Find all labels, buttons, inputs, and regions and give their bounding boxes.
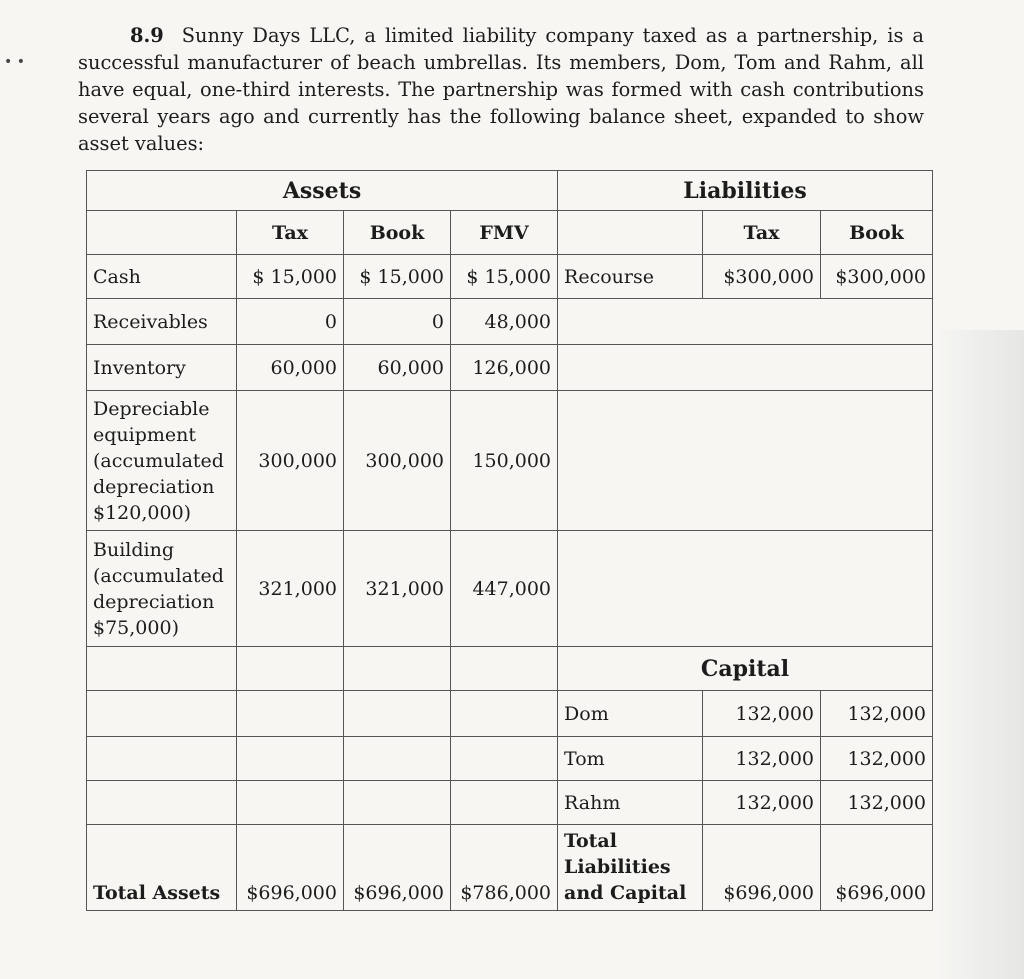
- table-row: [87, 781, 933, 825]
- asset-tax: 321,000: [237, 531, 344, 647]
- empty-cell: [344, 691, 451, 737]
- capital-tax: 132,000: [703, 691, 821, 737]
- table-row: [87, 299, 933, 345]
- table-row: [87, 531, 933, 647]
- liab-col-book: Book: [821, 211, 933, 255]
- column-header-row: [87, 211, 933, 255]
- empty-cell: [344, 647, 451, 691]
- asset-label: Receivables: [87, 299, 237, 345]
- empty-cell: [451, 691, 558, 737]
- table-row: [87, 737, 933, 781]
- asset-tax: 0: [237, 299, 344, 345]
- liability-tax: $300,000: [703, 255, 821, 299]
- table-row: [87, 255, 933, 299]
- total-assets-book: $696,000: [344, 825, 451, 911]
- asset-tax: 60,000: [237, 345, 344, 391]
- asset-col-tax: Tax: [237, 211, 344, 255]
- balance-sheet-table: [86, 170, 933, 911]
- liab-col-tax: Tax: [703, 211, 821, 255]
- empty-cell: [558, 391, 933, 531]
- capital-tax: 132,000: [703, 781, 821, 825]
- total-liab-capital-tax: $696,000: [703, 825, 821, 911]
- asset-fmv: 150,000: [451, 391, 558, 531]
- asset-label: Inventory: [87, 345, 237, 391]
- empty-cell: [237, 737, 344, 781]
- empty-cell: [237, 691, 344, 737]
- asset-tax: 300,000: [237, 391, 344, 531]
- capital-label: Tom: [558, 737, 703, 781]
- asset-book: 0: [344, 299, 451, 345]
- liability-label: Recourse: [558, 255, 703, 299]
- asset-label: Cash: [87, 255, 237, 299]
- empty-cell: [237, 647, 344, 691]
- header-row: [87, 171, 933, 211]
- assets-header: Assets: [87, 171, 558, 211]
- empty-cell: [87, 647, 237, 691]
- total-assets-fmv: $786,000: [451, 825, 558, 911]
- capital-book: 132,000: [821, 737, 933, 781]
- capital-header-row: [87, 647, 933, 691]
- asset-tax: $ 15,000: [237, 255, 344, 299]
- empty-cell: [344, 781, 451, 825]
- asset-col-book: Book: [344, 211, 451, 255]
- liabilities-header: Liabilities: [558, 171, 933, 211]
- empty-cell: [451, 737, 558, 781]
- liability-book: $300,000: [821, 255, 933, 299]
- empty-cell: [451, 647, 558, 691]
- problem-number: 8.9: [130, 24, 164, 47]
- empty-cell: [558, 299, 933, 345]
- empty-cell: [558, 345, 933, 391]
- asset-book: 300,000: [344, 391, 451, 531]
- total-assets-label: Total Assets: [87, 825, 237, 911]
- empty-cell: [558, 211, 703, 255]
- asset-book: 321,000: [344, 531, 451, 647]
- table-row: [87, 391, 933, 531]
- asset-book: 60,000: [344, 345, 451, 391]
- asset-col-fmv: FMV: [451, 211, 558, 255]
- margin-mark: • •: [4, 54, 25, 70]
- capital-label: Dom: [558, 691, 703, 737]
- table-row: [87, 691, 933, 737]
- page-shadow: [934, 330, 1024, 979]
- empty-cell: [451, 781, 558, 825]
- total-liab-capital-label: Total Liabilities and Capital: [558, 825, 703, 911]
- table-row: [87, 345, 933, 391]
- total-assets-tax: $696,000: [237, 825, 344, 911]
- asset-book: $ 15,000: [344, 255, 451, 299]
- asset-fmv: $ 15,000: [451, 255, 558, 299]
- asset-fmv: 48,000: [451, 299, 558, 345]
- capital-book: 132,000: [821, 781, 933, 825]
- capital-header: Capital: [558, 647, 933, 691]
- asset-label: Building (accumulated depreciation $75,000): [87, 531, 237, 647]
- empty-cell: [87, 737, 237, 781]
- capital-label: Rahm: [558, 781, 703, 825]
- problem-text: Sunny Days LLC, a limited liability company taxed as a partnership, is a successful manufacturer of beach umbrellas. Its members, Dom, Tom and Rahm, all have equal, one-third interests. The partnership was formed with cash contributions several years ago and currently has the following balance sheet, expanded to show asset values:: [78, 24, 924, 155]
- empty-cell: [558, 531, 933, 647]
- empty-cell: [237, 781, 344, 825]
- capital-tax: 132,000: [703, 737, 821, 781]
- empty-cell: [87, 211, 237, 255]
- total-liab-capital-book: $696,000: [821, 825, 933, 911]
- problem-statement: [78, 22, 924, 157]
- asset-fmv: 447,000: [451, 531, 558, 647]
- total-row: [87, 825, 933, 911]
- empty-cell: [87, 781, 237, 825]
- empty-cell: [344, 737, 451, 781]
- capital-book: 132,000: [821, 691, 933, 737]
- empty-cell: [87, 691, 237, 737]
- asset-fmv: 126,000: [451, 345, 558, 391]
- asset-label: Depreciable equipment (accumulated depreciation $120,000): [87, 391, 237, 531]
